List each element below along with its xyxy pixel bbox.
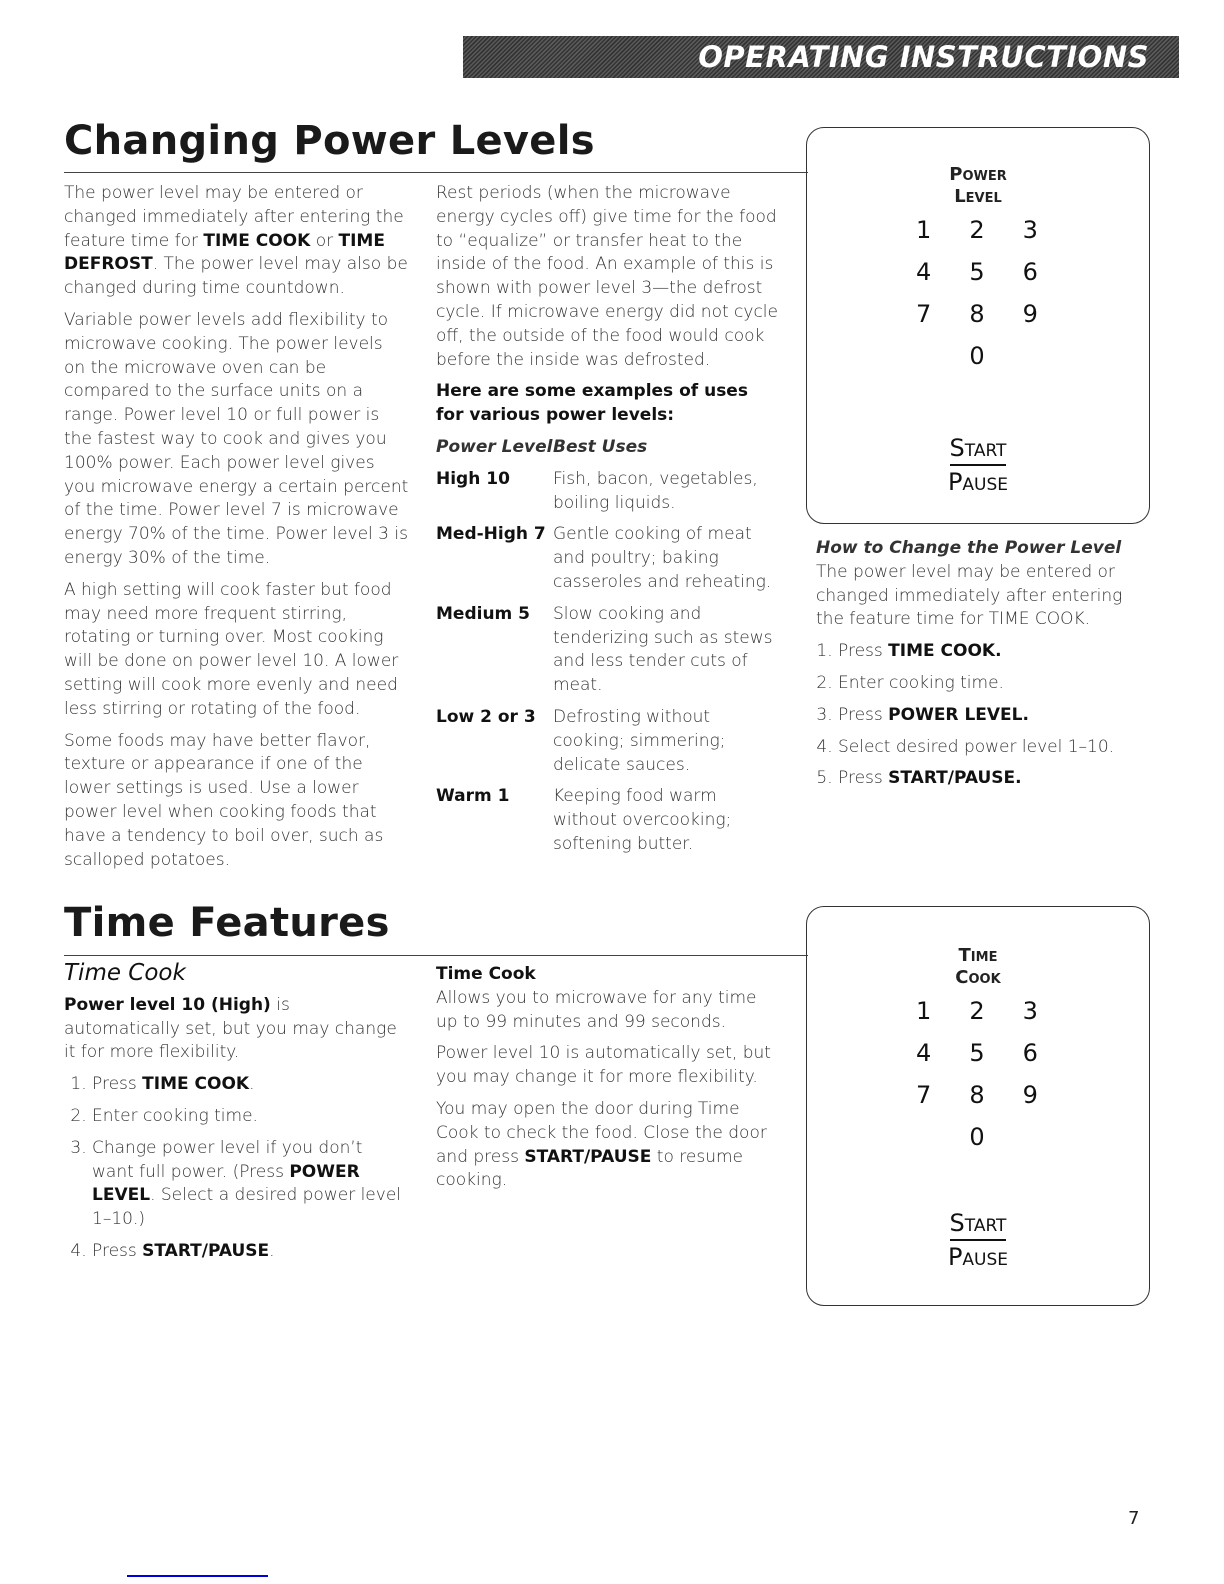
number-key: 2	[969, 216, 985, 244]
bold-text: START/PAUSE	[524, 1146, 652, 1167]
number-key: 3	[1022, 216, 1038, 244]
power-level-keypad-diagram	[806, 127, 1150, 524]
text: .	[269, 1240, 275, 1261]
text: Press	[838, 641, 889, 662]
bold-text: POWER LEVEL	[92, 1161, 360, 1206]
text: Variable power levels add flexibility to microwave cooking. The power levels on the microwave oven can be compared to the surface units on a range. Power level 10 or full power is the fastest way to cook and gives you 100% power. Each power level gives you microwave energy a certain percent of the time. Power level 7 is microwave energy 70% of the time. Power level 3 is energy 30% of the time.	[64, 309, 409, 568]
bold-text: TIME DEFROST	[64, 230, 385, 275]
text: A high setting will cook faster but food may need more frequent stirring, rotating or turning over. Most cooking will be done on power level 10. A lower setting will cook more evenly and need less stirring or rotating of the food.	[64, 579, 399, 719]
number-key: 5	[969, 1039, 985, 1067]
bold-text: Here are some examples of uses for various power levels:	[436, 381, 748, 426]
table-header: Power Level	[436, 436, 553, 457]
step-item	[838, 704, 1136, 728]
power-level-table	[436, 436, 781, 865]
bold-text: TIME COOK	[203, 230, 311, 251]
step-item	[838, 672, 1136, 696]
number-key: 3	[1022, 997, 1038, 1025]
text: Allows you to microwave for any time up to 99 minutes and 99 seconds.	[436, 987, 757, 1032]
number-keys	[897, 216, 1057, 370]
paragraph	[64, 730, 409, 873]
table-row	[436, 468, 781, 524]
text: Enter cooking time.	[838, 672, 1004, 693]
text: You may open the door during Time Cook to check the food. Close the door and press	[436, 1098, 767, 1167]
text: or	[310, 230, 339, 251]
paragraph	[64, 579, 409, 722]
time-cook-heading: Time Cook	[436, 964, 536, 984]
text: to resume cooking.	[436, 1146, 743, 1191]
howto-title: How to Change the Power Level	[816, 538, 1122, 558]
time-cook-key-label: Time Cook	[955, 945, 1001, 988]
start-pause-key: Start Pause	[947, 1209, 1009, 1271]
text: . The power level may also be changed during time countdown.	[64, 254, 408, 299]
bold-text: POWER LEVEL.	[888, 704, 1029, 725]
section-banner: OPERATING INSTRUCTIONS	[463, 36, 1179, 78]
number-key: 7	[916, 1081, 932, 1109]
bold-text: TIME COOK.	[888, 641, 1002, 662]
rest-periods-column	[436, 182, 781, 865]
step-item	[92, 1105, 404, 1129]
number-key: 7	[916, 300, 932, 328]
number-key: 8	[969, 300, 985, 328]
bold-text: START/PAUSE.	[888, 768, 1022, 789]
paragraph	[436, 987, 781, 1035]
number-key: 4	[916, 258, 932, 286]
text: Some foods may have better flavor, texture or appearance if one of the lower settings is used. Use a lower power level when cooking foods that have a tendency to boil over, such as scalloped potatoes.	[64, 730, 384, 870]
divider	[64, 955, 808, 956]
bold-text: TIME COOK	[142, 1074, 250, 1095]
number-key: 6	[1022, 258, 1038, 286]
howto-steps	[816, 640, 1136, 791]
text: is automatically set, but you may change it for more flexibility.	[64, 994, 397, 1063]
number-key: 9	[1022, 1081, 1038, 1109]
number-key: 2	[969, 997, 985, 1025]
page-number: 7	[1128, 1508, 1140, 1529]
underline-mark	[127, 1575, 268, 1577]
howto-intro: The power level may be entered or changed immediately after entering the feature time for TIME COOK.	[816, 561, 1123, 630]
text: . Select a desired power level 1–10.)	[92, 1185, 402, 1230]
best-uses-cell: Fish, bacon, vegetables, boiling liquids.	[553, 468, 758, 513]
number-key: 5	[969, 258, 985, 286]
text: Press	[92, 1074, 143, 1095]
power-level-cell: Low 2 or 3	[436, 706, 536, 727]
text: The power level may be entered or changed immediately after entering the feature time for	[64, 183, 404, 251]
bold-text: Power level 10 (High)	[64, 994, 271, 1015]
number-key: 9	[1022, 300, 1038, 328]
best-uses-cell: Keeping food warm without overcooking; softening butter.	[553, 786, 732, 854]
time-cook-steps	[64, 1073, 404, 1264]
start-pause-key: Start Pause	[947, 434, 1009, 496]
time-cook-keypad-diagram	[806, 906, 1150, 1306]
power-level-key-label: Power Level	[949, 164, 1007, 207]
table-row	[436, 706, 781, 785]
number-key: 4	[916, 1039, 932, 1067]
section-title-time-features: Time Features	[64, 900, 390, 946]
text: Press	[838, 704, 889, 725]
step-item	[838, 767, 1136, 791]
step-item	[838, 736, 1136, 760]
power-level-cell: High 10	[436, 468, 510, 489]
number-key: 1	[916, 997, 932, 1025]
number-key: 0	[969, 342, 985, 370]
section-title-power-levels: Changing Power Levels	[64, 118, 595, 164]
time-cook-intro	[64, 994, 404, 1065]
paragraph	[436, 380, 781, 428]
number-key: 8	[969, 1081, 985, 1109]
paragraph	[64, 994, 404, 1065]
table-row	[436, 603, 781, 706]
text: .	[249, 1074, 255, 1095]
best-uses-cell: Slow cooking and tenderizing such as stews and less tender cuts of meat.	[553, 603, 773, 696]
text: Press	[92, 1240, 143, 1261]
power-level-cell: Medium 5	[436, 603, 531, 624]
best-uses-cell: Defrosting without cooking; simmering; delicate sauces.	[553, 706, 726, 775]
number-key: 0	[969, 1123, 985, 1151]
divider	[64, 172, 808, 173]
time-cook-details	[436, 987, 781, 1193]
how-to-change-power-level	[816, 537, 1136, 799]
time-cook-details-column	[436, 963, 781, 1201]
bold-text: START/PAUSE	[142, 1240, 270, 1261]
step-item	[92, 1073, 404, 1097]
table-row	[436, 785, 781, 864]
rest-periods-text	[436, 182, 781, 428]
text: Select desired power level 1–10.	[838, 736, 1115, 757]
paragraph	[64, 182, 409, 301]
paragraph	[436, 182, 781, 372]
text: Rest periods (when the microwave energy cycles off) give time for the food to “equalize” or transfer heat to the inside of the food. An example of this is shown with power level 3—the defrost cycle. If microwave energy did not cycle off, the outside of the food would cook before the inside was defrosted.	[436, 183, 778, 370]
table-header: Best Uses	[553, 436, 648, 457]
best-uses-cell: Gentle cooking of meat and poultry; baking casseroles and reheating.	[553, 524, 772, 592]
text: Change power level if you don’t want full power. (Press	[92, 1137, 363, 1182]
step-item	[92, 1240, 404, 1264]
power-level-cell: Warm 1	[436, 786, 510, 807]
text: Power level 10 is automatically set, but you may change it for more flexibility.	[436, 1043, 771, 1088]
number-keys	[897, 997, 1057, 1151]
time-cook-subtitle: Time Cook	[64, 960, 186, 986]
text: Enter cooking time.	[92, 1105, 258, 1126]
number-key: 1	[916, 216, 932, 244]
step-item	[838, 640, 1136, 664]
paragraph	[436, 1098, 781, 1193]
paragraph	[436, 1042, 781, 1090]
paragraph	[64, 309, 409, 571]
table-row	[436, 523, 781, 602]
text: Press	[838, 768, 889, 789]
number-key: 6	[1022, 1039, 1038, 1067]
power-level-cell: Med-High 7	[436, 524, 546, 545]
step-item	[92, 1137, 404, 1232]
time-cook-column	[64, 962, 404, 1272]
power-intro-column	[64, 182, 409, 880]
